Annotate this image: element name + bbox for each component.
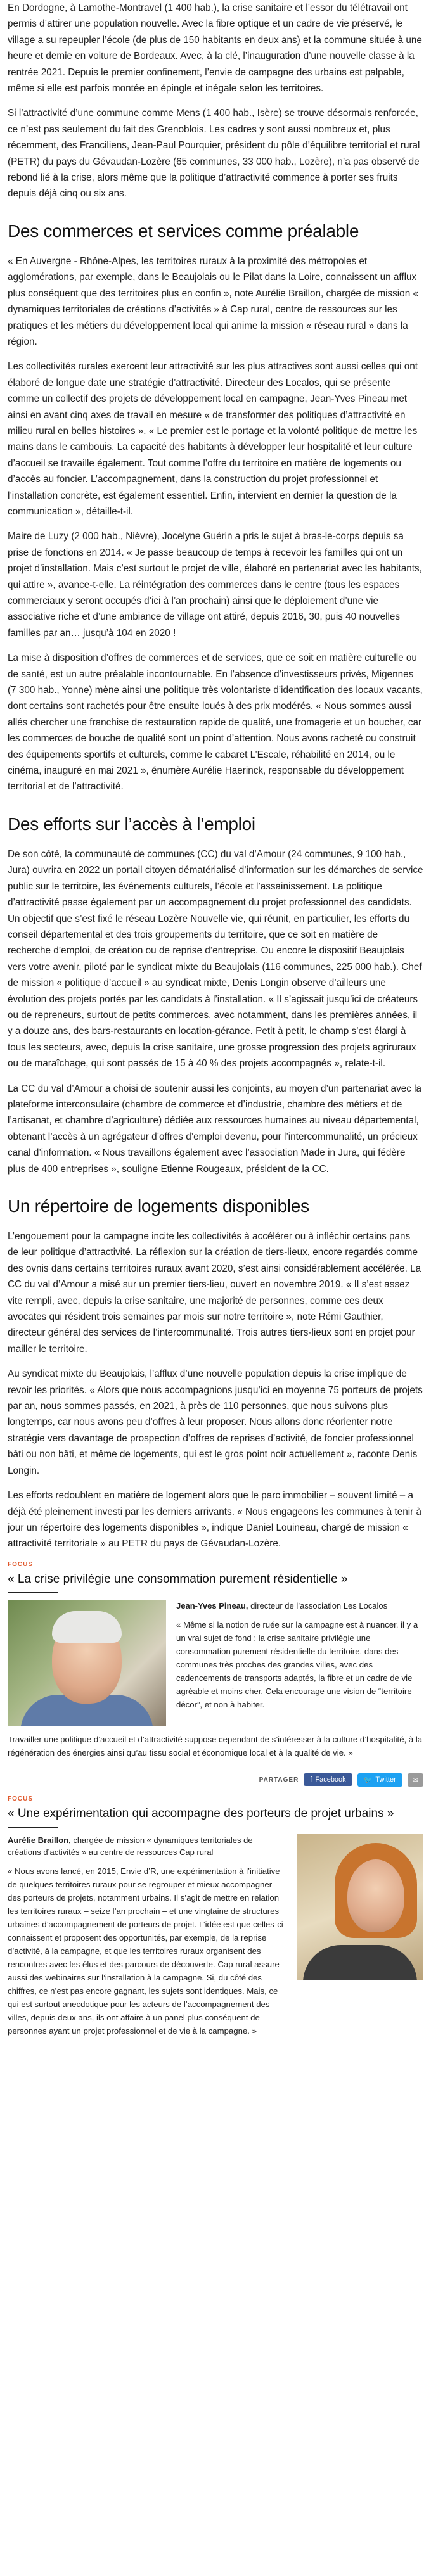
- facebook-icon: f: [310, 1776, 312, 1784]
- body-paragraph: Les collectivités rurales exercent leur attractivité sur les plus attractives sont aussi celles qui ont élaboré de longue date une stratégie d’attractivité. Directeur des Localos, qui se présente comme un collectif des projets de développement local en campagne, Jean-Yves Pineau met ainsi en avant cinq axes de travail en mesure « de transformer des politiques d’attractivité en milieu rural en belles histoires ». « Le premier est le portage et la volonté politique de mettre les mains dans le cambouis. La capacité des habitants à développer leur hospitalité et leur culture d’accueil se travaille également. Tout comme l’offre du territoire en matière de logements ou d’accès au foncier. L’accompagnement, dans la construction du projet professionnel et l’installation concrète, est également essentiel. Enfin, intervient en dernier la question de la communication », détaille-t-il.: [8, 361, 418, 517]
- focus-divider: [8, 1592, 58, 1593]
- body-paragraph: « En Auvergne - Rhône-Alpes, les territoires ruraux à la proximité des métropoles et agglomérations, par exemple, dans le Beaujolais ou le Pilat dans la Loire, connaissent un afflux plus conséquent que des territoires plus en confin », note Aurélie Braillon, chargée de mission « dynamiques territoriales de créations d’activités » à Cap rural, centre de ressources sur les pratiques et les métiers du développement local qui anime la mission « réseau rural » dans la région.: [8, 255, 418, 347]
- body-paragraph: Au syndicat mixte du Beaujolais, l’afflux d’une nouvelle population depuis la crise implique de revoir les priorités. « Alors que nous accompagnions jusqu’ici en moyenne 75 porteurs de projets par an, nous sommes passés, en 2021, à près de 110 personnes, que nous suivons plus longtemps, car nous avons peu d’offres à leur proposer. Nous allons donc réorienter notre stratégie vers davantage de prospection d’offres de reprises d’activité, de foncier professionnel bâti ou non bâti, et même de logements, qui est le gros point noir actuellement », raconte Denis Longin.: [8, 1368, 423, 1476]
- author-credit: [176, 1600, 423, 1612]
- share-facebook-button[interactable]: [304, 1773, 352, 1786]
- portrait-photo: [297, 1834, 423, 1980]
- author-name: Aurélie Braillon,: [8, 1835, 71, 1845]
- portrait-photo: [8, 1600, 166, 1726]
- share-email-button[interactable]: [408, 1773, 423, 1787]
- focus-text: [8, 1834, 286, 2044]
- share-facebook-label: Facebook: [315, 1776, 346, 1784]
- twitter-icon: 🐦: [363, 1776, 373, 1784]
- focus-title: « Une expérimentation qui accompagne des porteurs de projet urbains »: [8, 1806, 394, 1820]
- share-twitter-button[interactable]: [357, 1773, 402, 1787]
- intro-paragraph: En Dordogne, à Lamothe-Montravel (1 400 hab.), la crise sanitaire et l’essor du télétravail ont permis d’attirer une population nouvelle. Avec la fibre optique et un cadre de vie préservé, le village a su repeupler l’école (de plus de 150 habitants en deux ans) et la commune située à une heure et demie en voiture de Bordeaux. Avec, à la clé, l’inauguration d’une nouvelle classe à la rentrée 2021. Depuis le premier confinement, l’envie de campagne des urbains est palpable, même si elle est parfois montée en épingle et inégale selon les territoires.: [8, 3, 422, 94]
- body-paragraph: Maire de Luzy (2 000 hab., Nièvre), Jocelyne Guérin a pris le sujet à bras-le-corps depuis sa prise de fonctions en 2014. « Je passe beaucoup de temps à recevoir les familles qui ont un projet d’installation. Mais c’est surtout le projet de ville, élaboré en partenariat avec les habitants, qui attire », avance-t-elle. La réintégration des commerces dans le centre (tous les espaces commerciaux y seront occupés d’ici à l’an prochain) ainsi que le déploiement d’une vie associative riche et d’une ambiance de village ont attiré, depuis 2016, 30, puis 40 nouvelles familles par an… jusqu’à 104 en 2020 !: [8, 531, 422, 639]
- share-twitter-label: Twitter: [375, 1776, 396, 1784]
- author-role: directeur de l’association Les Localos: [250, 1600, 388, 1610]
- section-heading: Un répertoire de logements disponibles: [8, 1189, 423, 1217]
- body-paragraph: La mise à disposition d’offres de commerces et de services, que ce soit en matière culturelle ou de santé, est un autre préalable incontournable. En l’absence d’investisseurs privés, Migennes (7 300 hab., Yonne) mène ainsi une politique très volontariste d’identification des locaux vacants, dont certains sont rachetés pour être ensuite loués à des prix modérés. « Nous sommes aussi allés chercher une franchise de restauration rapide de qualité, une fromagerie et un boucher, car les commerces de bouche de qualité sont un point d’attention. Nous avons racheté ou construit des équipements sportifs et culturels, comme le cabaret L’Escale, réhabilité en 2014, ou le cinéma, inauguré en mai 2021 », énumère Aurélie Haerinck, responsable du développement territorial et de l’attractivité.: [8, 653, 423, 793]
- body-paragraph: La CC du val d’Amour a choisi de soutenir aussi les conjoints, au moyen d’un partenariat avec la plateforme interconsulaire (chambre de commerce et d’industrie, chambre des métiers et de l’artisanat, et chambre d’agriculture) dédiée aux ressources humaines au niveau départemental, obtenant l’accès à un agrégateur d’offres d’emploi devenu, pour l’intercommunalité, un précieux canal d’information. « Nous travaillons également avec l’association Made in Jura, qui fédère plus de 400 entreprises », souligne Etienne Rougeaux, président de la CC.: [8, 1083, 422, 1175]
- focus-content: [8, 1600, 423, 1726]
- section-heading: Des commerces et services comme préalable: [8, 214, 423, 242]
- focus-content: [8, 1834, 423, 2044]
- focus-quote: « Même si la notion de ruée sur la campagne est à nuancer, il y a un vrai sujet de fond : la crise sanitaire privilégie une consommation purement résidentielle du territoire, dans des communes très proches des grandes villes, avec des cadencements de transports adaptés, la fibre et un cadre de vie agréable et moins cher. Cela encourage une vision de “territoire décor”, et non à habiter.: [176, 1619, 418, 1709]
- share-bar: [8, 1773, 423, 1787]
- body-paragraph: Les efforts redoublent en matière de logement alors que le parc immobilier – souvent limité – a déjà été pleinement investi par les derniers arrivants. « Nous engageons les communes à tenir à jour un répertoire des logements disponibles », indique Daniel Louineau, chargé de mission « attractivité territoriale » au PETR du pays de Gévaudan-Lozère.: [8, 1490, 422, 1550]
- focus-box-pineau: [8, 1561, 423, 1759]
- focus-tag: FOCUS: [8, 1560, 33, 1568]
- author-role: chargée de mission « dynamiques territoriales de créations d’activités » au centre de ressources Cap rural: [8, 1835, 253, 1857]
- share-label: PARTAGER: [259, 1776, 299, 1783]
- focus-tag: FOCUS: [8, 1795, 33, 1802]
- email-icon: ✉: [412, 1776, 418, 1784]
- focus-quote: « Nous avons lancé, en 2015, Envie d’R, une expérimentation à l’initiative de quelques territoires ruraux pour se regrouper et mieux accompagner des porteurs de projets, notamment urbains. Il s’agit de mettre en relation les territoires ruraux – seize l’an prochain – et une vingtaine de structures urbaines d’accompagnement de porteurs de projet. L’idée est que celles-ci connaissent et proposent des opportunités, par exemple, de la reprise d’activité, à la campagne, et que les territoires ruraux organisent des rencontres avec les élus et des parcours de découverte. Cap rural assure aussi des webinaires sur l’installation à la campagne. Si, du côté des chiffres, ce n’est pas encore gagnant, les sujets sont identiques. Mais, ce qui est surtout anecdotique pour les acteurs de l’accompagnement des villes, depuis deux ans, ils ont affaire à un panel plus conséquent de personnes ayant un projet professionnel et de vie à la campagne. »: [8, 1866, 283, 2036]
- body-paragraph: L’engouement pour la campagne incite les collectivités à accélérer ou à infléchir certains pans de leur politique d’attractivité. La réflexion sur la création de tiers-lieux, encore regardés comme des ovnis dans certains territoires ruraux avant 2020, s’est ainsi considérablement accélérée. La CC du val d’Amour a misé sur un premier tiers-lieu, ouvert en novembre 2019. « Il s’est assez vite rempli, avec, depuis la crise sanitaire, une majorité de personnes, comme ces deux avocates qui résident trois semaines par mois sur notre territoire », note Rémi Gauthier, directeur général des services de l’intercommunalité. Trois autres tiers-lieux sont en projet pour mailler le territoire.: [8, 1231, 421, 1355]
- intro-paragraph: Si l’attractivité d’une commune comme Mens (1 400 hab., Isère) se trouve désormais renforcée, ce n’est pas seulement du fait des Grenoblois. Les cadres y sont aussi nombreux et, plus récemment, des Franciliens, Jean-Paul Pourquier, président du pôle d’équilibre territorial et rural (PETR) du pays du Gévaudan-Lozère (65 communes, 33 000 hab., Lozère), n’a pas observé de rebond lié à la crise, alors même que la politique d’attractivité commence à porter ses fruits depuis déjà cinq ou six ans.: [8, 108, 420, 200]
- focus-divider: [8, 1827, 58, 1828]
- body-paragraph: De son côté, la communauté de communes (CC) du val d’Amour (24 communes, 9 100 hab., Jura) ouvrira en 2022 un portail citoyen dématérialisé d’information sur les démarches de service public sur le territoire, les événements culturels, l’école et l’assainissement. La politique d’attractivité passe également par un accompagnement du projet professionnel des candidats. Un objectif que s’est fixé le réseau Lozère Nouvelle vie, qui réunit, en particulier, les efforts du conseil départemental et des trois groupements du territoire, que ce soit en matière de recherche d’emploi, de création ou de reprise d’entreprise. Ou encore le dispositif Beaujolais vers votre avenir, piloté par le syndicat mixte du Beaujolais (116 communes, 225 000 hab.). Chef de mission « politique d’accueil » au syndicat mixte, Denis Longin observe d’ailleurs une évolution des projets portés par les candidats à l’installation. « Il s’agissait jusqu’ici de créateurs ou de repreneurs, surtout de petits commerces, avec notamment, dans les premières années, il y a douze ans, des bars-restaurants en location-gérance. Petit à petit, le champ s’est élargi à tous les secteurs, avec, depuis la crise sanitaire, une grosse progression des projets agriruraux ou de maraîchage, qui sont passés de 15 à 40 % des projets accompagnés », relate-t-il.: [8, 848, 423, 1069]
- section-heading: Des efforts sur l’accès à l’emploi: [8, 807, 423, 835]
- author-name: Jean-Yves Pineau,: [176, 1600, 248, 1610]
- focus-box-braillon: [8, 1795, 423, 2044]
- focus-text: [176, 1600, 423, 1718]
- focus-quote-continued: Travailler une politique d’accueil et d’attractivité suppose cependant de s’intéresser à la culture d’hospitalité, à la régénération des énergies ainsi qu’au tissu social et économique local et à la qualité de vie. »: [8, 1734, 423, 1757]
- focus-title: « La crise privilégie une consommation purement résidentielle »: [8, 1572, 348, 1586]
- author-credit: [8, 1834, 286, 1858]
